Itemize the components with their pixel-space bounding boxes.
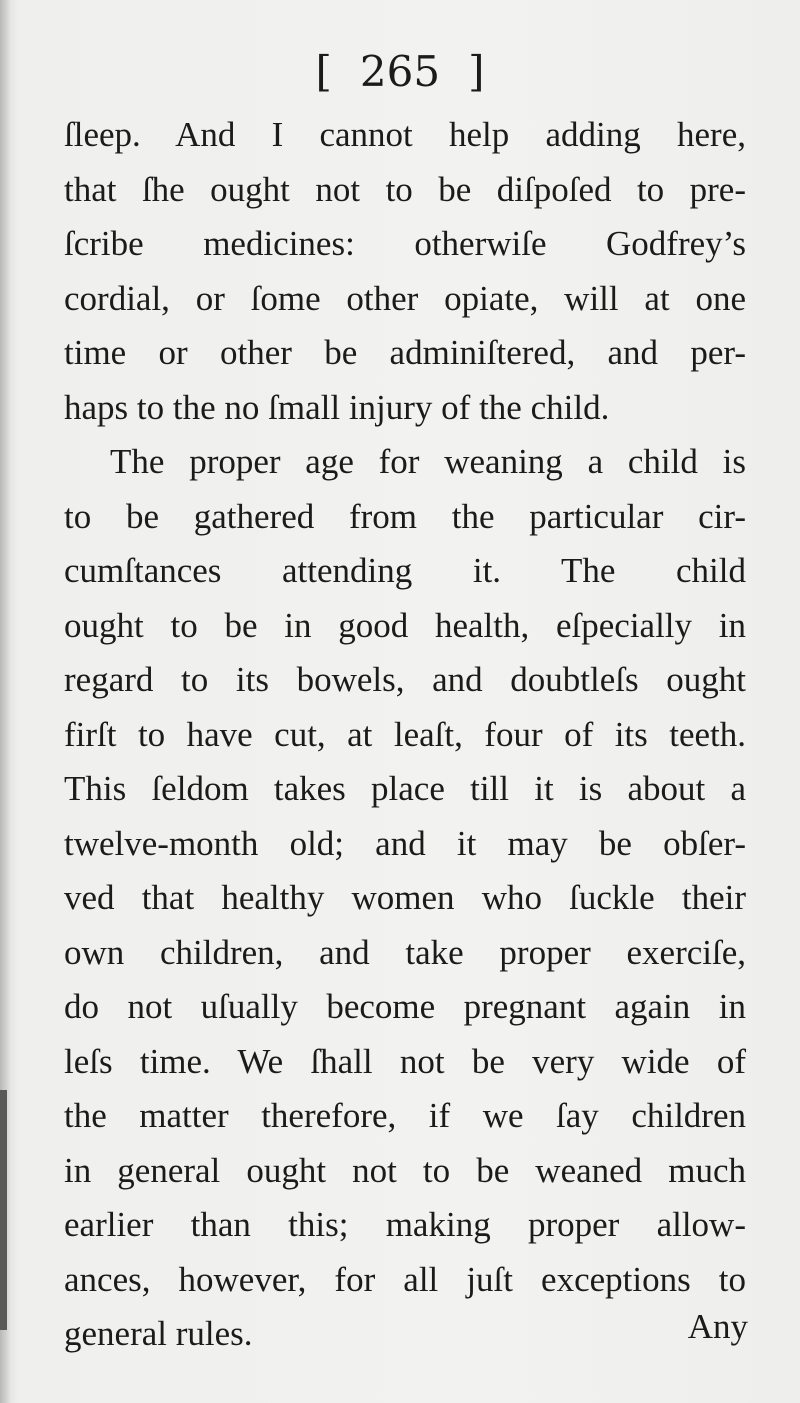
text-line: that ſhe ought not to be diſpoſed to pre-: [64, 169, 746, 209]
text-line: ved that healthy women who ſuckle their: [64, 878, 746, 917]
text-line: ſleep. And I cannot help adding here,: [64, 115, 746, 154]
text-line: leſs time. We ſhall not be very wide of: [64, 1041, 746, 1081]
bracket-open: [: [315, 47, 332, 96]
text-line: time or other be adminiſtered, and per-: [64, 333, 746, 372]
text-line: ought to be in good health, eſpecially in: [64, 605, 746, 645]
catchword: Any: [687, 1307, 748, 1346]
text-line: general rules.: [64, 1314, 253, 1353]
body-text: [64, 108, 746, 1362]
text-line: This ſeldom takes place till it is about a: [64, 769, 746, 808]
text-line: firſt to have cut, at leaſt, four of its teeth.: [64, 714, 746, 754]
page-number: 265: [359, 47, 441, 96]
text-line: The proper age for weaning a child is: [110, 442, 746, 481]
text-line: own children, and take proper exerciſe,: [64, 932, 746, 972]
page-header: [0, 42, 800, 102]
text-line: earlier than this; making proper allow-: [64, 1205, 746, 1244]
text-line: regard to its bowels, and doubtleſs ought: [64, 660, 746, 699]
binding-mark: [0, 1090, 7, 1330]
text-line: ſcribe medicines: otherwiſe Godfrey’s: [64, 224, 746, 263]
text-line: twelve-month old; and it may be obſer-: [64, 823, 746, 863]
text-line: cumſtances attending it. The child: [64, 551, 746, 590]
text-line: cordial, or ſome other opiate, will at one: [64, 278, 746, 318]
paragraph-2: [64, 435, 746, 1362]
text-line: the matter therefore, if we ſay children: [64, 1096, 746, 1135]
paragraph-1: [64, 108, 746, 435]
text-line: haps to the no ſmall injury of the child.: [64, 387, 610, 427]
bracket-close: ]: [468, 47, 485, 96]
text-line: to be gathered from the particular cir-: [64, 496, 746, 536]
text-line: do not uſually become pregnant again in: [64, 987, 746, 1026]
text-line: ances, however, for all juſt exceptions to: [64, 1259, 746, 1299]
text-line: in general ought not to be weaned much: [64, 1150, 746, 1190]
